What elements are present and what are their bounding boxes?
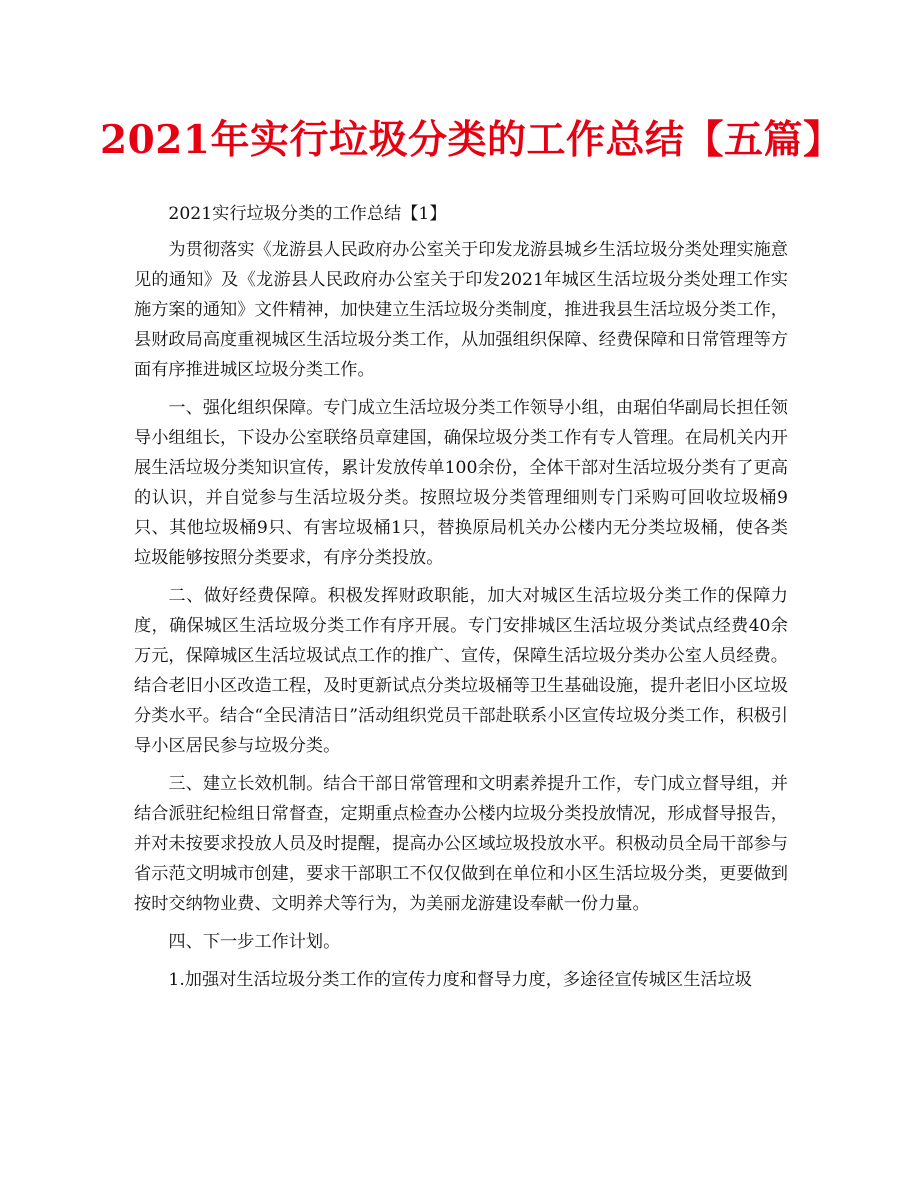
paragraph-organization: 一、强化组织保障。专门成立生活垃圾分类工作领导小组，由琚伯华副局长担任领导小组组长，下设办公室联络员章建国，确保垃圾分类工作有专人管理。在局机关内开展生活垃圾分类知识宣传，累计发放传单100余份，全体干部对生活垃圾分类有了更高的认识，并自觉参与生活垃圾分类。按照垃圾分类管理细则专门采购可回收垃圾桶9只、其他垃圾桶9只、有害垃圾桶1只，替换原局机关办公楼内无分类垃圾桶，使各类垃圾能够按照分类要求，有序分类投放。 (134, 398, 788, 568)
paragraph-plan-item-1: 1.加强对生活垃圾分类工作的宣传力度和督导力度，多途径宣传城区生活垃圾 (168, 970, 752, 990)
paragraph-next-steps: 四、下一步工作计划。 (168, 932, 341, 952)
paragraph-funding: 二、做好经费保障。积极发挥财政职能，加大对城区生活垃圾分类工作的保障力度，确保城区生活垃圾分类工作有序开展。专门安排城区生活垃圾分类试点经费40余万元，保障城区生活垃圾试点工作的推广、宣传，保障生活垃圾分类办公室人员经费。结合老旧小区改造工程，及时更新试点分类垃圾桶等卫生基础设施，提升老旧小区垃圾分类水平。结合“全民清洁日”活动组织党员干部赴联系小区宣传垃圾分类工作，积极引导小区居民参与垃圾分类。 (134, 586, 788, 756)
section-heading: 2021实行垃圾分类的工作总结【1】 (168, 204, 447, 224)
paragraph-mechanism: 三、建立长效机制。结合干部日常管理和文明素养提升工作，专门成立督导组，并结合派驻纪检组日常督查，定期重点检查办公楼内垃圾分类投放情况，形成督导报告，并对未按要求投放人员及时提醒，提高办公区域垃圾投放水平。积极动员全局干部参与省示范文明城市创建，要求干部职工不仅仅做到在单位和小区生活垃圾分类，更要做到按时交纳物业费、文明养犬等行为，为美丽龙游建设奉献一份力量。 (134, 774, 788, 914)
document-title: 2021年实行垃圾分类的工作总结【五篇】 (100, 117, 843, 163)
paragraph-intro: 为贯彻落实《龙游县人民政府办公室关于印发龙游县城乡生活垃圾分类处理实施意见的通知》及《龙游县人民政府办公室关于印发2021年城区生活垃圾分类处理工作实施方案的通知》文件精神，加快建立生活垃圾分类制度，推进我县生活垃圾分类工作，县财政局高度重视城区生活垃圾分类工作，从加强组织保障、经费保障和日常管理等方面有序推进城区垃圾分类工作。 (134, 240, 788, 380)
document-body (134, 199, 788, 1003)
